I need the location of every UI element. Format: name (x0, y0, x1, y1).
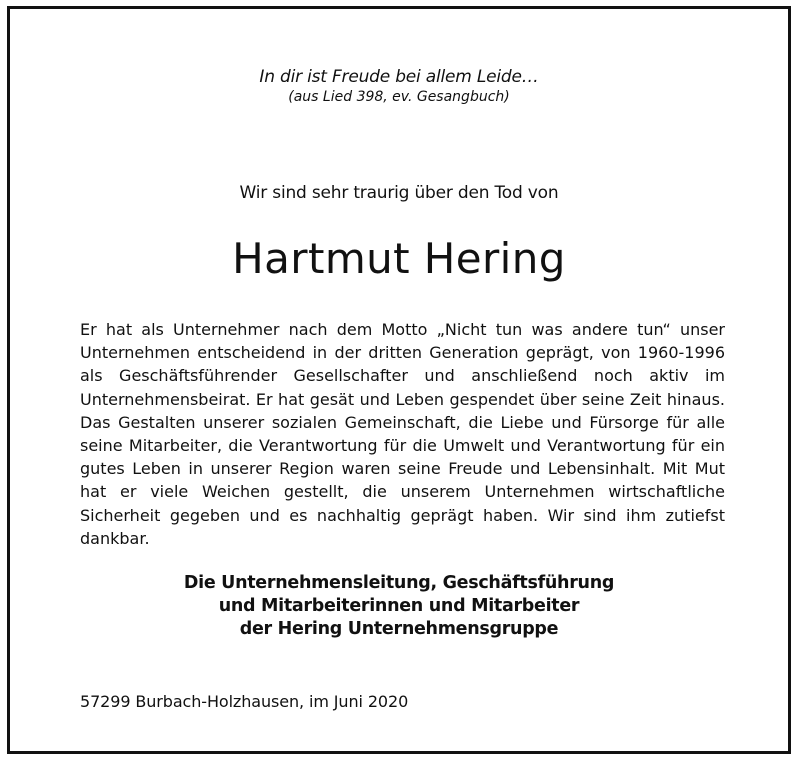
place-and-date: 57299 Burbach-Holzhausen, im Juni 2020 (80, 692, 409, 711)
signer-line: und Mitarbeiterinnen und Mitarbeiter (218, 596, 580, 616)
deceased-name: Hartmut Hering (232, 234, 566, 283)
quote-source: (aus Lied 398, ev. Gesangbuch) (288, 89, 510, 105)
obituary-notice (7, 6, 791, 754)
signers-block (10, 572, 788, 641)
intro-line: Wir sind sehr traurig über den Tod von (239, 183, 559, 203)
signer-line: der Hering Unternehmensgruppe (239, 619, 559, 639)
hymn-quote (10, 66, 788, 106)
quote-text: In dir ist Freude bei allem Leide… (259, 67, 539, 87)
tribute-text: Er hat als Unternehmer nach dem Motto „Nicht tun was andere tun“ unser Unternehmen entscheidend in der dritten Generation geprägt, von 1960-1996 als Geschäftsführender Gesellschafter und anschließend noch aktiv im Unternehmensbeirat. Er hat gesät und Leben gespendet über seine Zeit hinaus. Das Gestalten unserer sozialen Gemeinschaft, die Liebe und Fürsorge für alle seine Mitarbeiter, die Verantwortung für die Umwelt und Verantwortung für ein gutes Leben in unserer Region waren seine Freude und Lebensinhalt. Mit Mut hat er viele Weichen gestellt, die unserem Unternehmen wirtschaftliche Sicherheit gegeben und es nachhaltig geprägt haben. Wir sind ihm zutiefst dankbar. (80, 320, 725, 548)
signer-line: Die Unternehmensleitung, Geschäftsführung (183, 573, 615, 593)
